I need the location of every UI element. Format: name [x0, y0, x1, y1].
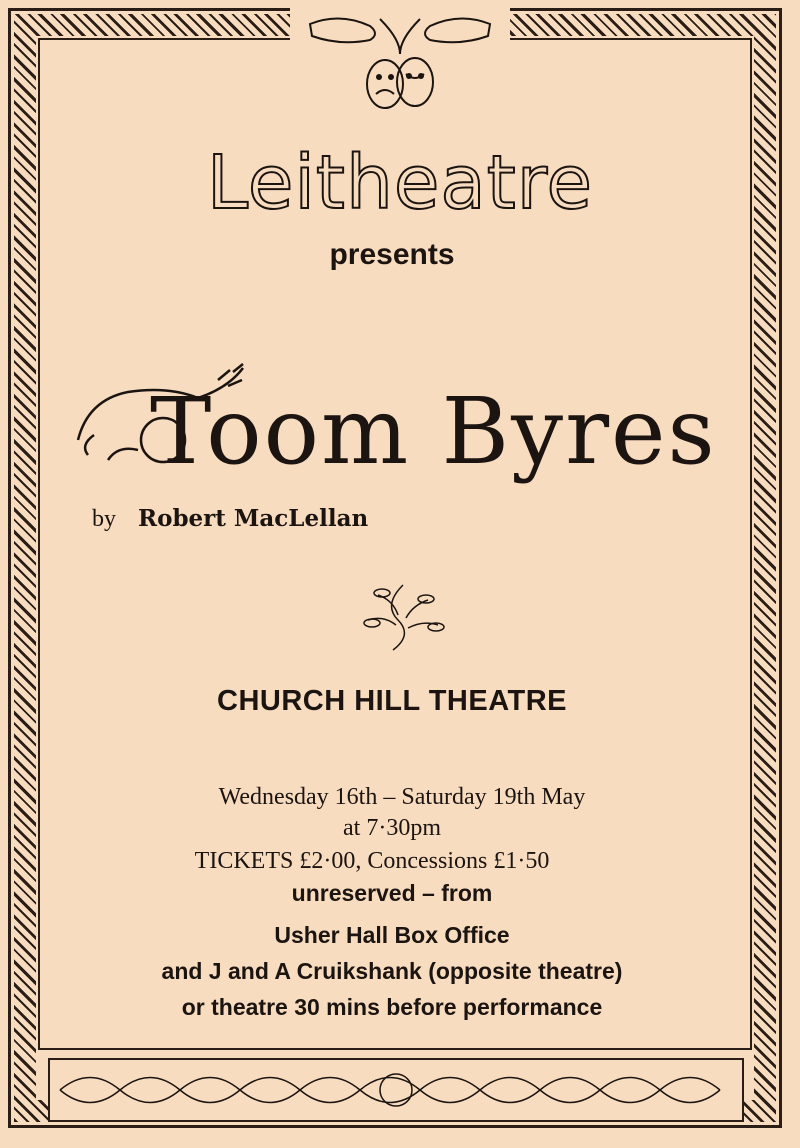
byline-prefix: by — [92, 506, 116, 532]
door-sales: or theatre 30 mins before performance — [181, 994, 603, 1020]
box-office: Usher Hall Box Office — [274, 922, 510, 948]
byline — [92, 505, 368, 533]
performance-time: at 7·30pm — [343, 815, 441, 841]
presents-text: presents — [329, 238, 455, 271]
theatre-masks-icon — [290, 4, 510, 114]
performance-dates: Wednesday 16th – Saturday 19th May — [218, 784, 586, 810]
author-name: Robert MacLellan — [138, 505, 369, 532]
floral-flourish-icon — [358, 575, 448, 653]
other-outlet: and J and A Cruikshank (opposite theatre) — [161, 958, 623, 984]
unreserved-note: unreserved – from — [291, 880, 493, 906]
ticket-prices: TICKETS £2·00, Concessions £1·50 — [194, 848, 550, 874]
venue-name: CHURCH HILL THEATRE — [217, 685, 567, 717]
celtic-frieze-icon — [48, 1058, 744, 1122]
play-title: Toom Byres — [150, 378, 717, 485]
company-logo: Leitheatre — [206, 140, 594, 226]
